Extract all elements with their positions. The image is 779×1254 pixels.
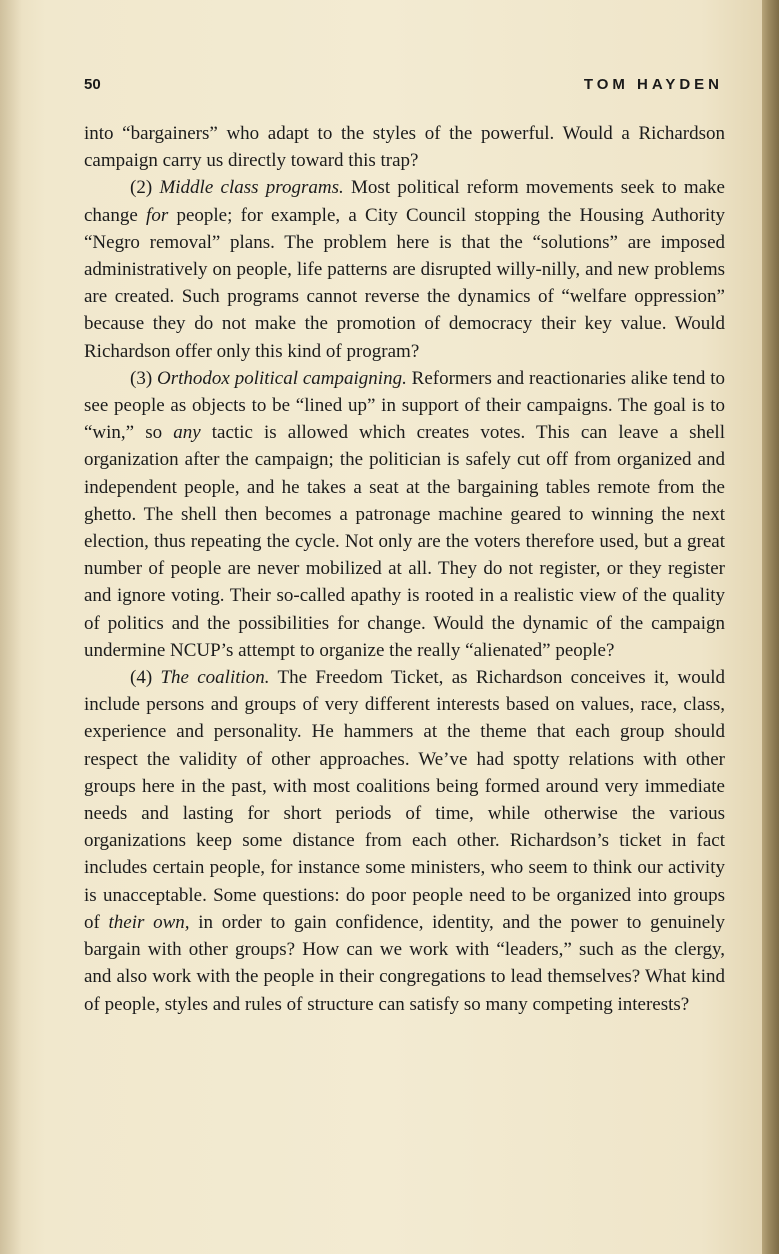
- page-edge: [762, 0, 779, 1254]
- item-title: The coalition.: [160, 667, 270, 689]
- page-header: [84, 76, 723, 100]
- page-number: 50: [84, 76, 101, 93]
- emphasis-text: for: [146, 204, 169, 226]
- paragraph-3: [84, 365, 725, 664]
- paragraph-2: [84, 174, 725, 364]
- paragraph-text: in order to gain confidence, identity, and the power to genuinely bargain with other groups? How can we work with “leaders,” such as the clergy, and also work with the people in their congregations to lead themselves? What kind of people, styles and rules of structure can satisfy so many competing interests?: [84, 911, 726, 1015]
- paragraph-text: into “bargainers” who adapt to the styles of the powerful. Would a Richardson campaign carry us directly toward this trap?: [84, 123, 725, 172]
- emphasis-text: their own,: [108, 911, 190, 933]
- item-title: Middle class programs.: [159, 177, 344, 199]
- running-head: TOM HAYDEN: [583, 76, 723, 93]
- item-title: Orthodox political campaigning.: [157, 367, 407, 389]
- paragraph-text: The Freedom Ticket, as Richardson conceives it, would include persons and groups of very different interests based on values, race, class, experience and personality. He hammers at the theme that each group should respect the validity of other approaches. We’ve had spotty relations with other groups here in the past, with most coalitions being formed around very immediate needs and lasting for short periods of time, while otherwise the various organizations keep some distance from each other. Richardson’s ticket in fact includes certain people, for instance some ministers, who seem to think our activity is unacceptable. Some questions: do poor people need to be organized into groups of: [84, 667, 725, 933]
- page-gutter-shadow: [0, 0, 22, 1254]
- item-number: (4): [130, 667, 161, 689]
- body-text: [84, 120, 725, 1018]
- paragraph-text: Reformers and reactionaries alike tend to see people as objects to be “lined up” in support of their campaigns. The goal is to “win,” so: [84, 367, 726, 444]
- paragraph-text: tactic is allowed which creates votes. This can leave a shell organization after the campaign; the politician is safely cut off from organized and independent people, and he takes a seat at the bargaining tables remote from the ghetto. The shell then becomes a patronage machine geared to winning the next election, thus repeating the cycle. Not only are the voters therefore used, but a great number of people are never mobilized at all. They do not register, or they register and ignore voting. Their so-called apathy is rooted in a realistic view of the quality of politics and the possibilities for change. Would the dynamic of the campaign undermine NCUP’s attempt to organize the really “alienated” people?: [84, 422, 725, 661]
- paragraph-text: people; for example, a City Council stopping the Housing Authority “Negro removal” plans. The problem here is that the “solutions” are imposed administratively on people, life patterns are disrupted willy-nilly, and new problems are created. Such programs cannot reverse the dynamics of “welfare oppression” because they do not make the promotion of democracy their key value. Would Richardson offer only this kind of program?: [84, 204, 725, 362]
- item-number: (2): [130, 177, 160, 199]
- paragraph-text: Most political reform movements seek to make change: [84, 177, 725, 226]
- emphasis-text: any: [173, 422, 201, 444]
- item-number: (3): [130, 367, 158, 389]
- paragraph-1: [84, 120, 725, 174]
- paragraph-4: [84, 664, 725, 1018]
